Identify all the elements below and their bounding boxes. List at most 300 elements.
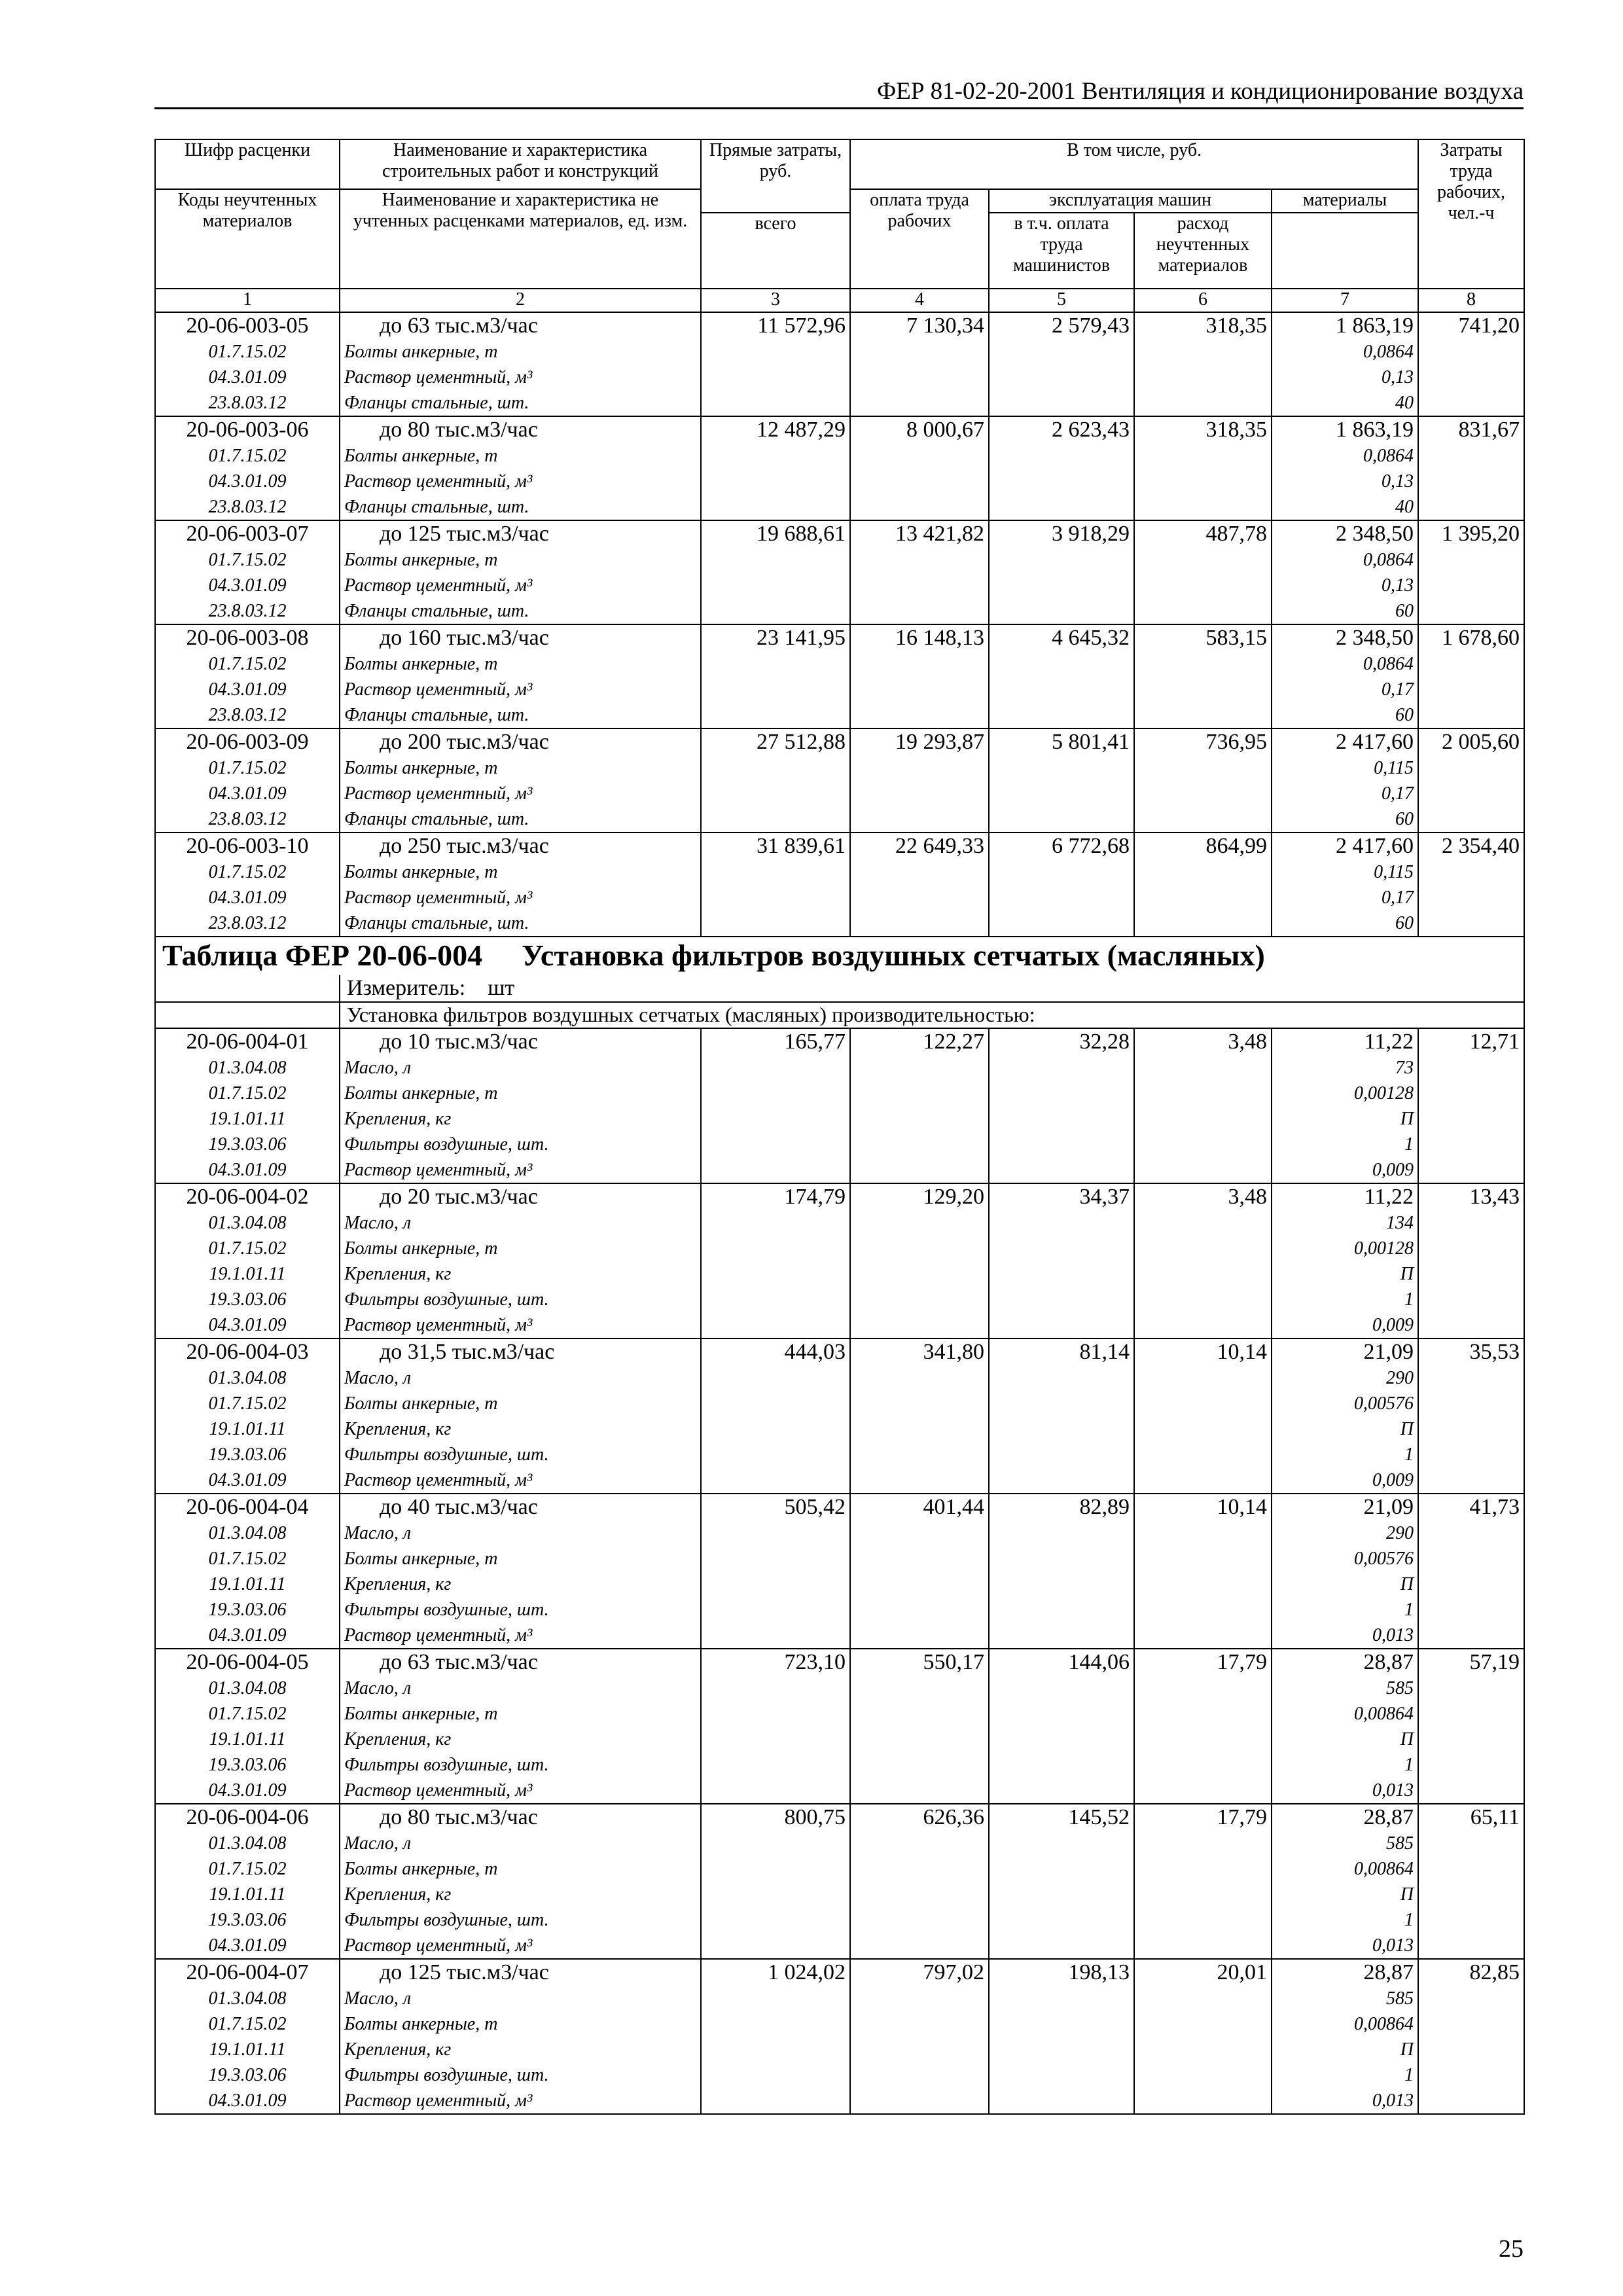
material-code: 19.1.01.11 <box>155 2037 340 2062</box>
empty-cell <box>850 339 989 365</box>
machine-labor-cost: 583,15 <box>1134 624 1272 651</box>
empty-cell <box>1418 1236 1524 1261</box>
labor-cost: 7 130,34 <box>850 312 989 339</box>
empty-cell <box>989 1081 1134 1106</box>
material-row <box>155 1571 1524 1597</box>
empty-cell <box>1418 494 1524 520</box>
empty-cell <box>989 2037 1134 2062</box>
material-row <box>155 2037 1524 2062</box>
material-row <box>155 2011 1524 2037</box>
rate-code: 20-06-004-01 <box>155 1028 340 1055</box>
material-row <box>155 1210 1524 1236</box>
empty-cell <box>850 1546 989 1571</box>
material-name: Раствор цементный, м³ <box>340 781 701 806</box>
empty-cell <box>701 469 850 494</box>
machine-labor-cost: 10,14 <box>1134 1494 1272 1520</box>
material-row <box>155 1312 1524 1338</box>
empty-cell <box>989 1391 1134 1416</box>
col-mat-qty-header: расход неучтенных материалов <box>1134 213 1272 289</box>
rate-code: 20-06-003-07 <box>155 520 340 547</box>
page-header: ФЕР 81-02-20-2001 Вентиляция и кондиционирование воздуха <box>154 77 1524 109</box>
machine-cost: 34,37 <box>989 1183 1134 1210</box>
col-number: 2 <box>340 289 701 312</box>
empty-cell <box>989 2011 1134 2037</box>
material-row <box>155 598 1524 624</box>
labor-hours: 65,11 <box>1418 1804 1524 1831</box>
labor-cost: 8 000,67 <box>850 416 989 443</box>
empty-cell <box>989 677 1134 702</box>
empty-cell <box>701 1391 850 1416</box>
material-name: Фильтры воздушные, шт. <box>340 1752 701 1778</box>
empty-cell <box>701 1986 850 2011</box>
empty-cell <box>1134 677 1272 702</box>
empty-cell <box>1134 443 1272 469</box>
material-name: Масло, л <box>340 1210 701 1236</box>
labor-cost: 16 148,13 <box>850 624 989 651</box>
empty-cell <box>1134 339 1272 365</box>
material-code: 01.3.04.08 <box>155 1210 340 1236</box>
empty-cell <box>850 547 989 573</box>
material-row <box>155 677 1524 702</box>
machine-labor-cost: 10,14 <box>1134 1338 1272 1365</box>
empty-cell <box>1134 494 1272 520</box>
material-row <box>155 1081 1524 1106</box>
material-name: Фланцы стальные, шт. <box>340 598 701 624</box>
empty-cell <box>1134 1261 1272 1287</box>
material-name: Болты анкерные, т <box>340 1081 701 1106</box>
material-name: Крепления, кг <box>340 1416 701 1442</box>
rate-name: до 125 тыс.м3/час <box>340 520 701 547</box>
rate-row <box>155 1494 1524 1520</box>
empty-cell <box>1134 469 1272 494</box>
labor-hours: 831,67 <box>1418 416 1524 443</box>
empty-cell <box>989 1287 1134 1312</box>
empty-cell <box>850 1157 989 1183</box>
empty-cell <box>989 443 1134 469</box>
machine-cost: 198,13 <box>989 1959 1134 1986</box>
empty-cell <box>701 1365 850 1391</box>
material-row <box>155 1778 1524 1804</box>
material-code: 19.3.03.06 <box>155 1752 340 1778</box>
material-name: Болты анкерные, т <box>340 547 701 573</box>
rate-row <box>155 833 1524 859</box>
material-name: Болты анкерные, т <box>340 1856 701 1882</box>
empty-cell <box>1134 2011 1272 2037</box>
empty-cell <box>1418 443 1524 469</box>
empty-cell <box>701 1081 850 1106</box>
direct-cost: 800,75 <box>701 1804 850 1831</box>
labor-hours: 12,71 <box>1418 1028 1524 1055</box>
labor-cost: 401,44 <box>850 1494 989 1520</box>
empty-cell <box>989 1727 1134 1752</box>
empty-cell <box>989 1055 1134 1081</box>
direct-cost: 723,10 <box>701 1649 850 1676</box>
material-row <box>155 469 1524 494</box>
material-name: Масло, л <box>340 1831 701 1856</box>
empty-cell <box>1418 1365 1524 1391</box>
material-name: Болты анкерные, т <box>340 1391 701 1416</box>
material-name: Фильтры воздушные, шт. <box>340 2062 701 2088</box>
empty-cell <box>1418 1081 1524 1106</box>
material-qty: 1 <box>1272 1597 1418 1623</box>
direct-cost: 31 839,61 <box>701 833 850 859</box>
empty-cell <box>850 1467 989 1494</box>
material-qty: 585 <box>1272 1986 1418 2011</box>
empty-cell <box>989 1106 1134 1132</box>
labor-cost: 129,20 <box>850 1183 989 1210</box>
material-name: Масло, л <box>340 1676 701 1701</box>
empty-cell <box>850 1416 989 1442</box>
material-qty: 0,00576 <box>1272 1546 1418 1571</box>
material-code: 23.8.03.12 <box>155 390 340 416</box>
material-qty: 0,00128 <box>1272 1236 1418 1261</box>
rates-table <box>154 139 1525 2115</box>
empty-cell <box>701 677 850 702</box>
col-number: 7 <box>1272 289 1418 312</box>
material-qty: П <box>1272 1261 1418 1287</box>
material-name: Раствор цементный, м³ <box>340 677 701 702</box>
empty-cell <box>850 1312 989 1338</box>
labor-hours: 35,53 <box>1418 1338 1524 1365</box>
material-qty: 0,013 <box>1272 1933 1418 1959</box>
material-code: 19.3.03.06 <box>155 1442 340 1467</box>
material-qty: 0,0864 <box>1272 339 1418 365</box>
material-row <box>155 1597 1524 1623</box>
empty-cell <box>1134 1365 1272 1391</box>
material-code: 04.3.01.09 <box>155 1623 340 1649</box>
empty-cell <box>701 1261 850 1287</box>
empty-cell <box>1134 806 1272 833</box>
material-row <box>155 547 1524 573</box>
empty-cell <box>1134 1081 1272 1106</box>
rate-code: 20-06-003-09 <box>155 728 340 755</box>
material-name: Масло, л <box>340 1986 701 2011</box>
material-name: Фланцы стальные, шт. <box>340 910 701 937</box>
material-qty: 0,009 <box>1272 1157 1418 1183</box>
empty-cell <box>1134 1520 1272 1546</box>
empty-cell <box>850 1210 989 1236</box>
material-name: Раствор цементный, м³ <box>340 1312 701 1338</box>
empty-cell <box>989 573 1134 598</box>
material-code: 01.7.15.02 <box>155 443 340 469</box>
material-qty: 1 <box>1272 1132 1418 1157</box>
rate-code: 20-06-004-02 <box>155 1183 340 1210</box>
rate-name: до 160 тыс.м3/час <box>340 624 701 651</box>
col-incl-header: В том числе, руб. <box>850 139 1418 189</box>
rate-name: до 63 тыс.м3/час <box>340 312 701 339</box>
empty-cell <box>1418 1546 1524 1571</box>
rate-row <box>155 416 1524 443</box>
material-row <box>155 1520 1524 1546</box>
empty-cell <box>1418 1157 1524 1183</box>
material-code: 01.7.15.02 <box>155 1236 340 1261</box>
material-name: Раствор цементный, м³ <box>340 365 701 390</box>
empty-cell <box>1418 598 1524 624</box>
material-name: Раствор цементный, м³ <box>340 469 701 494</box>
materials-cost: 28,87 <box>1272 1959 1418 1986</box>
empty-cell <box>989 1831 1134 1856</box>
empty-cell <box>701 1623 850 1649</box>
empty-cell <box>850 677 989 702</box>
empty-cell <box>1418 885 1524 910</box>
empty-cell <box>701 1106 850 1132</box>
rate-name: до 200 тыс.м3/час <box>340 728 701 755</box>
material-name: Масло, л <box>340 1520 701 1546</box>
material-row <box>155 1933 1524 1959</box>
material-row <box>155 1416 1524 1442</box>
empty-cell <box>701 1597 850 1623</box>
material-name: Крепления, кг <box>340 1261 701 1287</box>
col-number: 6 <box>1134 289 1272 312</box>
material-qty: 0,0864 <box>1272 547 1418 573</box>
machine-cost: 144,06 <box>989 1649 1134 1676</box>
material-code: 04.3.01.09 <box>155 365 340 390</box>
direct-cost: 505,42 <box>701 1494 850 1520</box>
empty-cell <box>701 1727 850 1752</box>
empty-cell <box>989 885 1134 910</box>
empty-cell <box>1418 1882 1524 1907</box>
empty-cell <box>701 1882 850 1907</box>
empty-cell <box>701 1546 850 1571</box>
empty-cell <box>701 806 850 833</box>
empty-cell <box>850 1261 989 1287</box>
materials-cost: 1 863,19 <box>1272 312 1418 339</box>
machine-labor-cost: 3,48 <box>1134 1183 1272 1210</box>
empty-cell <box>850 1882 989 1907</box>
empty-cell <box>989 781 1134 806</box>
material-name: Болты анкерные, т <box>340 443 701 469</box>
empty-cell <box>701 598 850 624</box>
empty-cell <box>1134 1597 1272 1623</box>
labor-cost: 22 649,33 <box>850 833 989 859</box>
material-name: Болты анкерные, т <box>340 339 701 365</box>
empty-cell <box>850 2062 989 2088</box>
empty-cell <box>1134 1055 1272 1081</box>
material-qty: 73 <box>1272 1055 1418 1081</box>
direct-cost: 174,79 <box>701 1183 850 1210</box>
empty-cell <box>701 1210 850 1236</box>
material-row <box>155 1106 1524 1132</box>
empty-cell <box>989 2062 1134 2088</box>
empty-cell <box>850 910 989 937</box>
material-row <box>155 1623 1524 1649</box>
material-qty: П <box>1272 1571 1418 1597</box>
empty-cell <box>989 1416 1134 1442</box>
materials-cost: 2 348,50 <box>1272 624 1418 651</box>
material-code: 19.1.01.11 <box>155 1571 340 1597</box>
empty-cell <box>1418 1752 1524 1778</box>
material-row <box>155 1391 1524 1416</box>
col-number: 3 <box>701 289 850 312</box>
material-code: 01.7.15.02 <box>155 1391 340 1416</box>
labor-hours: 2 005,60 <box>1418 728 1524 755</box>
empty-cell <box>1418 469 1524 494</box>
col-number: 5 <box>989 289 1134 312</box>
rate-row <box>155 1649 1524 1676</box>
empty-cell <box>989 1623 1134 1649</box>
empty-cell <box>701 702 850 728</box>
material-code: 23.8.03.12 <box>155 702 340 728</box>
direct-cost: 165,77 <box>701 1028 850 1055</box>
material-code: 04.3.01.09 <box>155 1778 340 1804</box>
machine-labor-cost: 736,95 <box>1134 728 1272 755</box>
material-name: Фланцы стальные, шт. <box>340 806 701 833</box>
material-row <box>155 2062 1524 2088</box>
material-code: 19.1.01.11 <box>155 1727 340 1752</box>
empty-cell <box>1418 1210 1524 1236</box>
material-name: Фланцы стальные, шт. <box>340 494 701 520</box>
material-row <box>155 1882 1524 1907</box>
material-qty: П <box>1272 1882 1418 1907</box>
empty-cell <box>1418 1287 1524 1312</box>
empty-cell <box>1134 1287 1272 1312</box>
empty-cell <box>1418 2011 1524 2037</box>
empty-cell <box>701 1701 850 1727</box>
material-name: Крепления, кг <box>340 1571 701 1597</box>
empty-cell <box>850 1933 989 1959</box>
empty-cell <box>1418 1831 1524 1856</box>
empty-cell <box>850 2088 989 2114</box>
rate-row <box>155 312 1524 339</box>
empty-cell <box>1418 781 1524 806</box>
empty-cell <box>989 806 1134 833</box>
empty-cell <box>1418 1778 1524 1804</box>
empty-cell <box>1134 1907 1272 1933</box>
material-qty: 0,013 <box>1272 1623 1418 1649</box>
empty-cell <box>1418 2037 1524 2062</box>
material-name: Фильтры воздушные, шт. <box>340 1907 701 1933</box>
empty-cell <box>850 1597 989 1623</box>
material-qty: 0,13 <box>1272 469 1418 494</box>
empty-cell <box>1134 702 1272 728</box>
col-direct-header: Прямые затраты, руб. <box>701 139 850 213</box>
material-row <box>155 781 1524 806</box>
empty-cell <box>989 547 1134 573</box>
empty-cell <box>850 598 989 624</box>
labor-hours: 1 395,20 <box>1418 520 1524 547</box>
empty-cell <box>850 494 989 520</box>
empty-cell <box>1418 1416 1524 1442</box>
material-name: Крепления, кг <box>340 1106 701 1132</box>
empty-cell <box>1418 1520 1524 1546</box>
empty-cell <box>701 651 850 677</box>
empty-cell <box>701 1933 850 1959</box>
empty-cell <box>989 1986 1134 2011</box>
material-row <box>155 494 1524 520</box>
empty-cell <box>1134 781 1272 806</box>
material-qty: 0,115 <box>1272 755 1418 781</box>
rate-name: до 63 тыс.м3/час <box>340 1649 701 1676</box>
material-qty: 0,013 <box>1272 1778 1418 1804</box>
empty-cell <box>1418 806 1524 833</box>
labor-cost: 122,27 <box>850 1028 989 1055</box>
empty-cell <box>1134 1986 1272 2011</box>
empty-cell <box>701 573 850 598</box>
empty-cell <box>850 1106 989 1132</box>
material-code: 23.8.03.12 <box>155 910 340 937</box>
labor-cost: 341,80 <box>850 1338 989 1365</box>
col-mat-code-header: Коды неучтенных материалов <box>155 189 340 289</box>
material-qty: П <box>1272 1106 1418 1132</box>
empty-cell <box>1418 339 1524 365</box>
material-name: Болты анкерные, т <box>340 651 701 677</box>
empty-cell <box>850 1236 989 1261</box>
machine-cost: 6 772,68 <box>989 833 1134 859</box>
material-code: 23.8.03.12 <box>155 494 340 520</box>
material-qty: 60 <box>1272 910 1418 937</box>
rate-code: 20-06-003-06 <box>155 416 340 443</box>
page-number: 25 <box>1499 2235 1524 2263</box>
empty-cell <box>1134 1391 1272 1416</box>
material-row <box>155 1752 1524 1778</box>
empty-cell <box>701 859 850 885</box>
empty-cell <box>1134 1623 1272 1649</box>
material-row <box>155 651 1524 677</box>
empty-cell <box>1134 1236 1272 1261</box>
empty-cell <box>850 885 989 910</box>
col-mat-name-header: Наименование и характеристика не учтенных расценками материалов, ед. изм. <box>340 189 701 289</box>
material-name: Крепления, кг <box>340 1727 701 1752</box>
empty-cell <box>1134 1157 1272 1183</box>
material-row <box>155 1856 1524 1882</box>
material-row <box>155 573 1524 598</box>
rate-name: до 10 тыс.м3/час <box>340 1028 701 1055</box>
material-name: Раствор цементный, м³ <box>340 1467 701 1494</box>
material-code: 04.3.01.09 <box>155 2088 340 2114</box>
empty-cell <box>1134 885 1272 910</box>
machine-cost: 3 918,29 <box>989 520 1134 547</box>
material-code: 04.3.01.09 <box>155 781 340 806</box>
empty-cell <box>989 1752 1134 1778</box>
empty-cell <box>989 339 1134 365</box>
machine-cost: 2 623,43 <box>989 416 1134 443</box>
material-name: Раствор цементный, м³ <box>340 1933 701 1959</box>
rate-row <box>155 1804 1524 1831</box>
material-name: Фильтры воздушные, шт. <box>340 1442 701 1467</box>
rate-row <box>155 1338 1524 1365</box>
labor-cost: 13 421,82 <box>850 520 989 547</box>
empty-cell <box>1134 1933 1272 1959</box>
empty-cell <box>701 1752 850 1778</box>
rate-name: до 80 тыс.м3/час <box>340 1804 701 1831</box>
material-row <box>155 365 1524 390</box>
material-code: 01.7.15.02 <box>155 651 340 677</box>
materials-cost: 28,87 <box>1272 1649 1418 1676</box>
material-name: Фланцы стальные, шт. <box>340 702 701 728</box>
empty-cell <box>850 859 989 885</box>
empty-cell <box>989 365 1134 390</box>
empty-cell <box>1134 1727 1272 1752</box>
empty-cell <box>989 1312 1134 1338</box>
machine-labor-cost: 318,35 <box>1134 312 1272 339</box>
material-name: Болты анкерные, т <box>340 2011 701 2037</box>
material-qty: 40 <box>1272 390 1418 416</box>
measure-value: шт <box>488 976 515 1000</box>
materials-cost: 11,22 <box>1272 1183 1418 1210</box>
material-code: 19.3.03.06 <box>155 1287 340 1312</box>
labor-cost: 550,17 <box>850 1649 989 1676</box>
col-labor-header: оплата труда рабочих <box>850 189 989 289</box>
empty-cell <box>1418 1907 1524 1933</box>
material-name: Фильтры воздушные, шт. <box>340 1287 701 1312</box>
empty-cell <box>989 1132 1134 1157</box>
material-qty: 0,00864 <box>1272 2011 1418 2037</box>
empty-cell <box>1418 1312 1524 1338</box>
empty-cell <box>1134 2037 1272 2062</box>
machine-cost: 81,14 <box>989 1338 1134 1365</box>
col-hours-header: Затраты труда рабочих, чел.-ч <box>1418 139 1524 289</box>
empty-cell <box>1418 573 1524 598</box>
